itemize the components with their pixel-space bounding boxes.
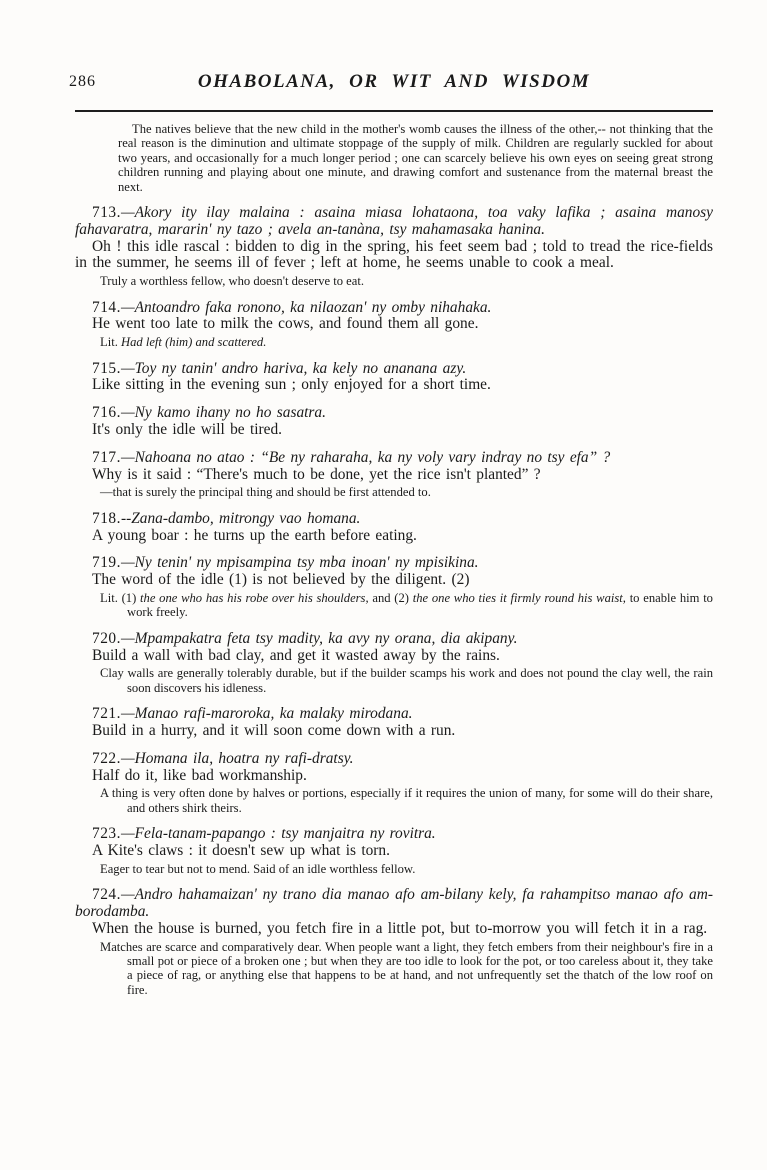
proverb-translation: The word of the idle (1) is not believed by the diligent. (2) bbox=[92, 571, 470, 589]
entry-number: 715. bbox=[92, 359, 121, 377]
proverb-entry-717 bbox=[75, 450, 713, 500]
proverb-translation: Half do it, like bad workmanship. bbox=[92, 766, 307, 784]
proverb-text bbox=[75, 631, 713, 648]
proverb-translation: Build in a hurry, and it will soon come down with a run. bbox=[92, 722, 456, 740]
header-rule bbox=[75, 110, 713, 112]
entry-number: 722. bbox=[92, 749, 121, 767]
proverb-text bbox=[75, 205, 713, 239]
proverb-malagasy: —Ny kamo ihany no ho sasatra. bbox=[120, 404, 326, 422]
proverb-translation: Oh ! this idle rascal : bidden to dig in the spring, his feet seem bad ; told to tread the rice-fields in the summer, he seems ill of fever ; left at home, he seems unable to cook a meal. bbox=[75, 237, 713, 272]
proverb-translation: A young boar : he turns up the earth before eating. bbox=[92, 526, 417, 544]
proverb-malagasy: —Akory ity ilay malaina : asaina miasa lohataona, toa vaky lafika ; asaina manosy fahavaratra, mararin' ny tazo ; avela an-tanàna, tsy mahamasaka hanina. bbox=[75, 204, 713, 238]
proverb-note: Truly a worthless fellow, who doesn't deserve to eat. bbox=[100, 274, 365, 289]
proverb-entry-724 bbox=[75, 887, 713, 997]
proverb-translation: Build a wall with bad clay, and get it wasted away by the rains. bbox=[92, 646, 500, 664]
proverb-note: Clay walls are generally tolerably durable, but if the builder scamps his work and does not pound the clay well, the rain soon discovers his idleness. bbox=[100, 666, 713, 695]
proverb-entry-721 bbox=[75, 706, 713, 740]
proverb-translation: Why is it said : “There's much to be done, yet the rice isn't planted” ? bbox=[92, 465, 541, 483]
page-title: OHABOLANA, OR WIT AND WISDOM bbox=[197, 71, 591, 92]
proverb-malagasy: —Andro hahamaizan' ny trano dia manao afo am-bilany kely, fa rahampitso manao afo am-borodamba. bbox=[75, 886, 713, 921]
proverb-entry-718 bbox=[75, 511, 713, 545]
proverb-text bbox=[75, 405, 713, 422]
proverb-note: Lit. Had left (him) and scattered. bbox=[100, 335, 267, 350]
entry-number: 723. bbox=[92, 825, 121, 843]
entry-number: 713. bbox=[92, 204, 121, 222]
proverb-note: Eager to tear but not to mend. Said of an idle worthless fellow. bbox=[100, 861, 416, 876]
entry-number: 719. bbox=[92, 554, 121, 572]
proverb-malagasy: —Mpampakatra feta tsy madity, ka avy ny orana, dia akipany. bbox=[120, 629, 518, 647]
proverb-translation: Like sitting in the evening sun ; only enjoyed for a short time. bbox=[92, 376, 491, 394]
entry-number: 714. bbox=[92, 298, 121, 316]
proverb-entry-723 bbox=[75, 826, 713, 876]
proverb-malagasy: —Ny tenin' ny mpisampina tsy mba inoan' ny mpisikina. bbox=[120, 554, 479, 572]
proverb-text bbox=[75, 887, 713, 921]
page-number: 286 bbox=[69, 73, 96, 90]
proverb-note: Matches are scarce and comparatively dear. When people want a light, they fetch embers from their neighbour's fire in a small pot or piece of a broken one ; but when they are too idle to look for the pot, or too careless about it, they take a piece of rag, or anything else that happens to be at hand, and not unfrequently set the thatch of the low roof on fire. bbox=[100, 939, 713, 997]
proverb-entry-722 bbox=[75, 751, 713, 815]
entry-number: 720. bbox=[92, 629, 121, 647]
proverb-text bbox=[75, 706, 713, 723]
proverb-note: A thing is very often done by halves or portions, especially if it requires the union of many, for some will do their share, and others shirk theirs. bbox=[100, 786, 713, 815]
proverb-note: Lit. (1) the one who has his robe over his shoulders, and (2) the one who ties it firmly round his waist, to enable him to work freely. bbox=[100, 591, 713, 620]
proverb-entry-713 bbox=[75, 205, 713, 289]
entry-number: 721. bbox=[92, 705, 121, 723]
proverb-malagasy: —Nahoana no atao : “Be ny raharaha, ka ny voly vary indray no tsy efa” ? bbox=[120, 448, 611, 466]
entry-number: 717. bbox=[92, 448, 121, 466]
proverb-text bbox=[75, 450, 713, 467]
proverb-text bbox=[75, 300, 713, 317]
proverb-malagasy: —Toy ny tanin' andro hariva, ka kely no ananana azy. bbox=[120, 359, 467, 377]
proverb-text bbox=[75, 361, 713, 378]
proverb-entry-719 bbox=[75, 555, 713, 619]
intro-note: The natives believe that the new child in the mother's womb causes the illness of the other,-- not thinking that the real reason is the diminution and ultimate stoppage of the supply of milk. Children are regularly suckled for about two years, and occasionally for a much longer period ; one can scarcely believe his own eyes on seeing great strong children running and playing about one minute, and drawing comfort and sustenance from the maternal breast the next. bbox=[118, 122, 713, 194]
proverb-translation: It's only the idle will be tired. bbox=[92, 421, 283, 439]
proverb-malagasy: —Manao rafi-maroroka, ka malaky mirodana. bbox=[120, 705, 413, 723]
entry-number: 718. bbox=[92, 509, 121, 527]
proverb-translation: He went too late to milk the cows, and found them all gone. bbox=[92, 315, 479, 333]
proverb-note: —that is surely the principal thing and should be first attended to. bbox=[100, 485, 431, 500]
proverb-text bbox=[75, 751, 713, 768]
proverb-entry-716 bbox=[75, 405, 713, 439]
proverb-translation: A Kite's claws : it doesn't sew up what is torn. bbox=[92, 842, 390, 860]
running-head bbox=[69, 70, 713, 94]
page-body bbox=[69, 70, 713, 997]
proverb-text bbox=[75, 826, 713, 843]
proverb-malagasy: —Fela-tanam-papango : tsy manjaitra ny rovitra. bbox=[120, 825, 436, 843]
entry-number: 716. bbox=[92, 404, 121, 422]
proverb-entry-715 bbox=[75, 361, 713, 395]
proverb-malagasy: --Zana-dambo, mitrongy vao homana. bbox=[120, 509, 361, 527]
proverb-entry-714 bbox=[75, 300, 713, 350]
proverb-translation: When the house is burned, you fetch fire in a little pot, but to-morrow you will fetch it in a rag. bbox=[92, 919, 708, 937]
proverb-text bbox=[75, 511, 713, 528]
proverb-malagasy: —Antoandro faka ronono, ka nilaozan' ny omby nihahaka. bbox=[120, 298, 492, 316]
proverb-text bbox=[75, 555, 713, 572]
proverb-entry-720 bbox=[75, 631, 713, 695]
proverb-malagasy: —Homana ila, hoatra ny rafi-dratsy. bbox=[120, 749, 354, 767]
entry-number: 724. bbox=[92, 886, 121, 904]
